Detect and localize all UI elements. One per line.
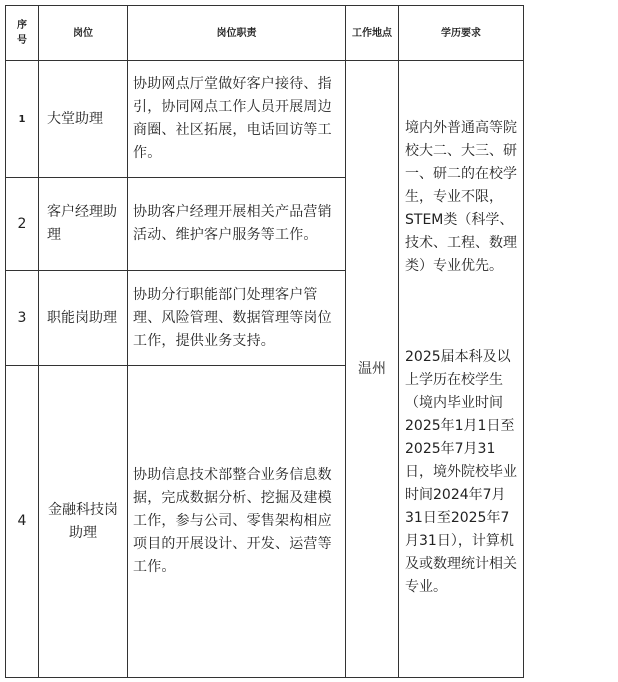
row-position: 职能岗助理 xyxy=(39,271,128,366)
internship-positions-table xyxy=(5,5,524,678)
header-position: 岗位 xyxy=(39,6,128,61)
row-duties: 协助信息技术部整合业务信息数据，完成数据分析、挖掘及建模工作，参与公司、零售架构相应项目的开展设计、开发、运营等工作。 xyxy=(128,366,346,678)
row-duties: 协助客户经理开展相关产品营销活动、维护客户服务等工作。 xyxy=(128,178,346,271)
row-position: 大堂助理 xyxy=(39,61,128,178)
row-index: 4 xyxy=(6,366,39,678)
education-requirement-1: 境内外普通高等院校大二、大三、研一、研二的在校学生，专业不限，STEM类（科学、技术、工程、数理类）专业优先。 xyxy=(405,120,517,274)
header-location: 工作地点 xyxy=(346,6,399,61)
row-duties: 协助网点厅堂做好客户接待、指引，协同网点工作人员开展周边商圈、社区拓展，电话回访等工作。 xyxy=(128,61,346,178)
location-cell: 温州 xyxy=(346,61,399,678)
row-index: 3 xyxy=(6,271,39,366)
row-index: 1 xyxy=(6,61,39,178)
education-cell xyxy=(399,61,524,678)
header-education: 学历要求 xyxy=(399,6,524,61)
header-duties: 岗位职责 xyxy=(128,6,346,61)
table-row xyxy=(6,61,524,178)
row-duties: 协助分行职能部门处理客户管理、风险管理、数据管理等岗位工作，提供业务支持。 xyxy=(128,271,346,366)
header-index: 序号 xyxy=(6,6,39,61)
row-index: 2 xyxy=(6,178,39,271)
row-position: 金融科技岗助理 xyxy=(39,366,128,678)
row-position: 客户经理助理 xyxy=(39,178,128,271)
table-header-row xyxy=(6,6,524,61)
education-requirement-2: 2025届本科及以上学历在校学生（境内毕业时间2025年1月1日至2025年7月31日，境外院校毕业时间2024年7月31日至2025年7月31日），计算机及或数理统计相关专业。 xyxy=(405,349,517,595)
